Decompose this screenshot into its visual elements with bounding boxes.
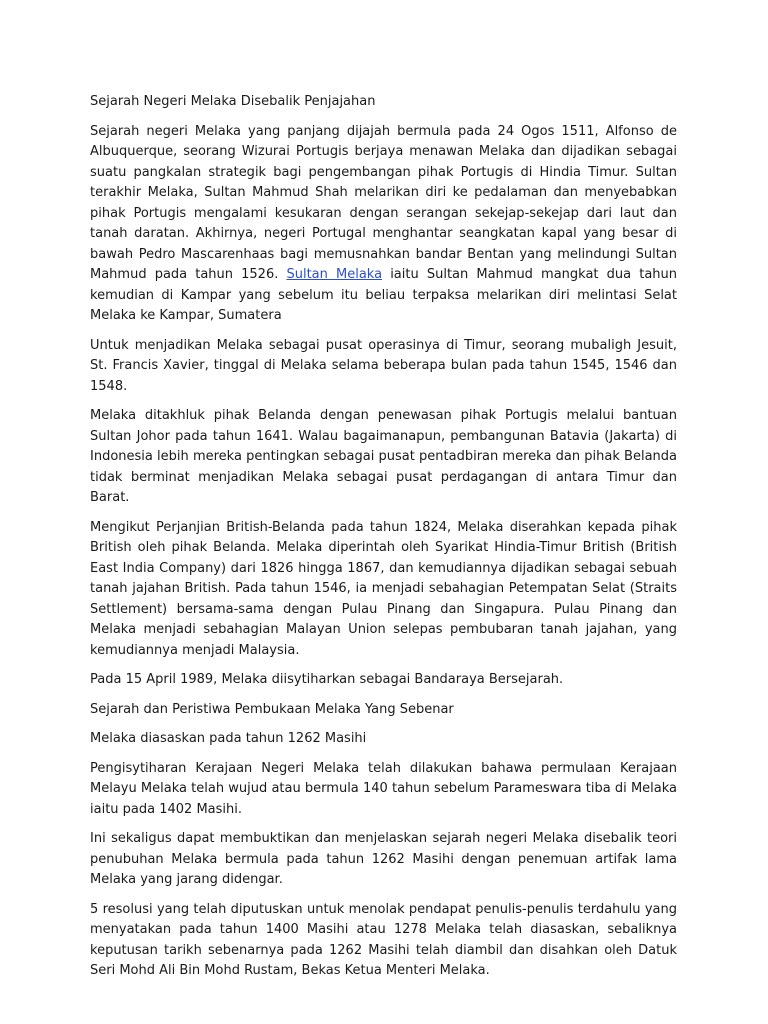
section-heading-true-history: Sejarah dan Peristiwa Pembukaan Melaka Yang Sebenar xyxy=(90,701,454,717)
document-page xyxy=(90,92,677,991)
paragraph-british-rule: Mengikut Perjanjian British-Belanda pada tahun 1824, Melaka diserahkan kepada pihak British oleh pihak Belanda. Melaka diperintah oleh Syarikat Hindia-Timur British (British East India Company) dari 1826 hingga 1867, dan kemudiannya dijadikan sebagai sebuah tanah jajahan British. Pada tahun 1546, ia menjadi sebahagian Petempatan Selat (Straits Settlement) bersama-sama dengan Pulau Pinang dan Singapura. Pulau Pinang dan Melaka menjadi sebahagian Malayan Union selepas pembubaran tanah jajahan, yang kemudiannya menjadi Malaysia. xyxy=(90,519,677,658)
paragraph-text: Sejarah negeri Melaka yang panjang dijajah bermula pada 24 Ogos 1511, Alfonso de Albuquerque, seorang Wizurai Portugis berjaya menawan Melaka dan dijadikan sebagai suatu pangkalan strategik bagi pengembangan pihak Portugis di Hindia Timur. Sultan terakhir Melaka, Sultan Mahmud Shah melarikan diri ke pedalaman dan menyebabkan pihak Portugis mengalami kesukaran dengan serangan sekejap-sekejap dari laut dan tanah daratan. Akhirnya, negeri Portugal menghantar seangkatan kapal yang besar di bawah Pedro Mascarenhaas bagi memusnahkan bandar Bentan yang melindungi Sultan Mahmud pada tahun 1526. xyxy=(90,123,677,282)
paragraph-portuguese-conquest xyxy=(90,122,677,327)
paragraph-artifacts: Ini sekaligus dapat membuktikan dan menjelaskan sejarah negeri Melaka disebalik teori penubuhan Melaka bermula pada tahun 1262 Masihi dengan penemuan artifak lama Melaka yang jarang didengar. xyxy=(90,831,677,887)
paragraph-historic-city: Pada 15 April 1989, Melaka diisytiharkan sebagai Bandaraya Bersejarah. xyxy=(90,672,564,687)
paragraph-francis-xavier: Untuk menjadikan Melaka sebagai pusat operasinya di Timur, seorang mubaligh Jesuit, St. Francis Xavier, tinggal di Melaka selama beberapa bulan pada tahun 1545, 1546 dan 1548. xyxy=(90,337,677,394)
paragraph-resolutions: 5 resolusi yang telah diputuskan untuk menolak pendapat penulis-penulis terdahulu yang menyatakan pada tahun 1400 Masihi atau 1278 Melaka telah diasaskan, sebaliknya keputusan tarikh sebenarnya pada 1262 Masihi telah diambil dan disahkan oleh Datuk Seri Mohd Ali Bin Mohd Rustam, Bekas Ketua Menteri Melaka. xyxy=(90,901,677,978)
sultan-melaka-link[interactable]: Sultan Melaka xyxy=(286,267,383,282)
paragraph-proclamation: Pengisytiharan Kerajaan Negeri Melaka telah dilakukan bahawa permulaan Kerajaan Melayu Melaka telah wujud atau bermula 140 tahun sebelum Parameswara tiba di Melaka iaitu pada 1402 Masihi. xyxy=(90,760,677,817)
document-title: Sejarah Negeri Melaka Disebalik Penjajahan xyxy=(90,94,376,109)
paragraph-dutch-rule: Melaka ditakhluk pihak Belanda dengan penewasan pihak Portugis melalui bantuan Sultan Johor pada tahun 1641. Walau bagaimanapun, pembangunan Batavia (Jakarta) di Indonesia lebih mereka pentingkan sebagai pusat pentadbiran mereka dan pihak Belanda tidak berminat menjadikan Melaka sebagai pusat perdagangan di antara Timur dan Barat. xyxy=(90,408,677,505)
paragraph-text: iaitu Sultan Mahmud mangkat dua tahun kemudian di Kampar yang sebelum itu beliau terpaksa melarikan diri melintasi Selat Melaka ke Kampar, Sumatera xyxy=(90,267,678,323)
section-subheading-1262: Melaka diasaskan pada tahun 1262 Masihi xyxy=(90,731,367,746)
